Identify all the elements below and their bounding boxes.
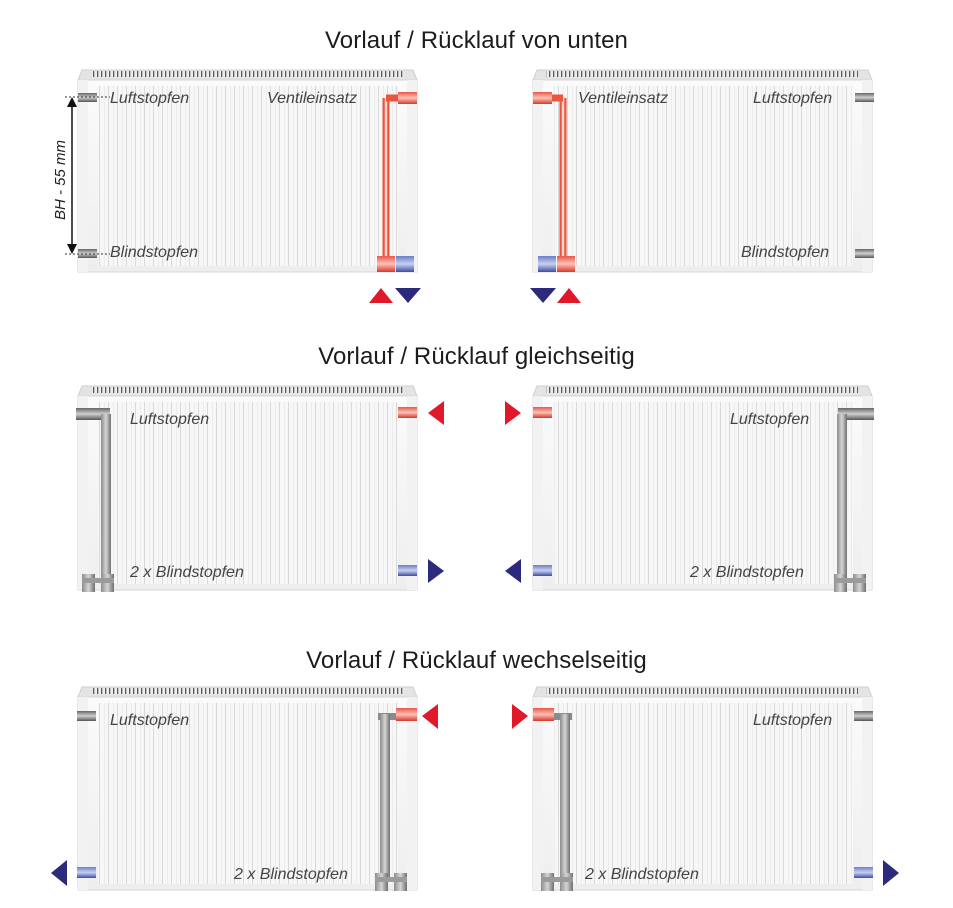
supply-arrow-icon — [557, 288, 581, 303]
label-air-plug: Luftstopfen — [753, 712, 833, 729]
return-connection-icon — [854, 867, 873, 878]
valve-insert-icon — [533, 92, 552, 104]
return-arrow-icon — [428, 559, 444, 583]
label-blind-plugs: 2 x Blindstopfen — [585, 866, 699, 883]
label-air-plug: Luftstopfen — [110, 90, 190, 107]
supply-arrow-icon — [369, 288, 393, 303]
supply-connection-icon — [396, 708, 417, 721]
valve-insert-icon — [398, 92, 417, 104]
return-arrow-icon — [505, 559, 521, 583]
air-plug-icon — [854, 711, 873, 721]
return-connection-icon — [77, 867, 96, 878]
label-air-plug: Luftstopfen — [110, 712, 190, 729]
supply-connection-icon — [533, 708, 554, 721]
supply-arrow-icon — [428, 401, 444, 425]
section-title-alternating: Vorlauf / Rücklauf wechselseitig — [306, 647, 647, 674]
air-plug-icon — [855, 93, 874, 102]
section-title-from-below: Vorlauf / Rücklauf von unten — [325, 27, 628, 54]
label-valve-insert: Ventileinsatz — [578, 90, 669, 107]
label-blind-plugs: 2 x Blindstopfen — [690, 564, 804, 581]
supply-connection-icon — [533, 407, 552, 418]
radiator-3-right — [512, 687, 899, 891]
blind-plug-icon — [855, 249, 874, 258]
radiator-2-right — [505, 386, 874, 592]
return-arrow-icon — [395, 288, 421, 303]
return-connection-icon — [398, 565, 417, 576]
label-air-plug: Luftstopfen — [730, 411, 810, 428]
supply-arrow-icon — [422, 704, 438, 729]
label-air-plug: Luftstopfen — [753, 90, 833, 107]
return-connection-icon — [533, 565, 552, 576]
air-plug-icon — [77, 711, 96, 721]
return-arrow-icon — [51, 860, 67, 886]
section-title-same-side: Vorlauf / Rücklauf gleichseitig — [318, 343, 635, 370]
return-arrow-icon — [883, 860, 899, 886]
supply-connection-icon — [398, 407, 417, 418]
label-blind-plugs: 2 x Blindstopfen — [234, 866, 348, 883]
label-blind-plug: Blindstopfen — [741, 244, 830, 261]
label-air-plug: Luftstopfen — [130, 411, 210, 428]
label-blind-plugs: 2 x Blindstopfen — [130, 564, 244, 581]
label-valve-insert: Ventileinsatz — [267, 90, 358, 107]
return-arrow-icon — [530, 288, 556, 303]
supply-arrow-icon — [512, 704, 528, 729]
supply-arrow-icon — [505, 401, 521, 425]
label-blind-plug: Blindstopfen — [110, 244, 199, 261]
dimension-label: BH - 55 mm — [52, 139, 69, 220]
